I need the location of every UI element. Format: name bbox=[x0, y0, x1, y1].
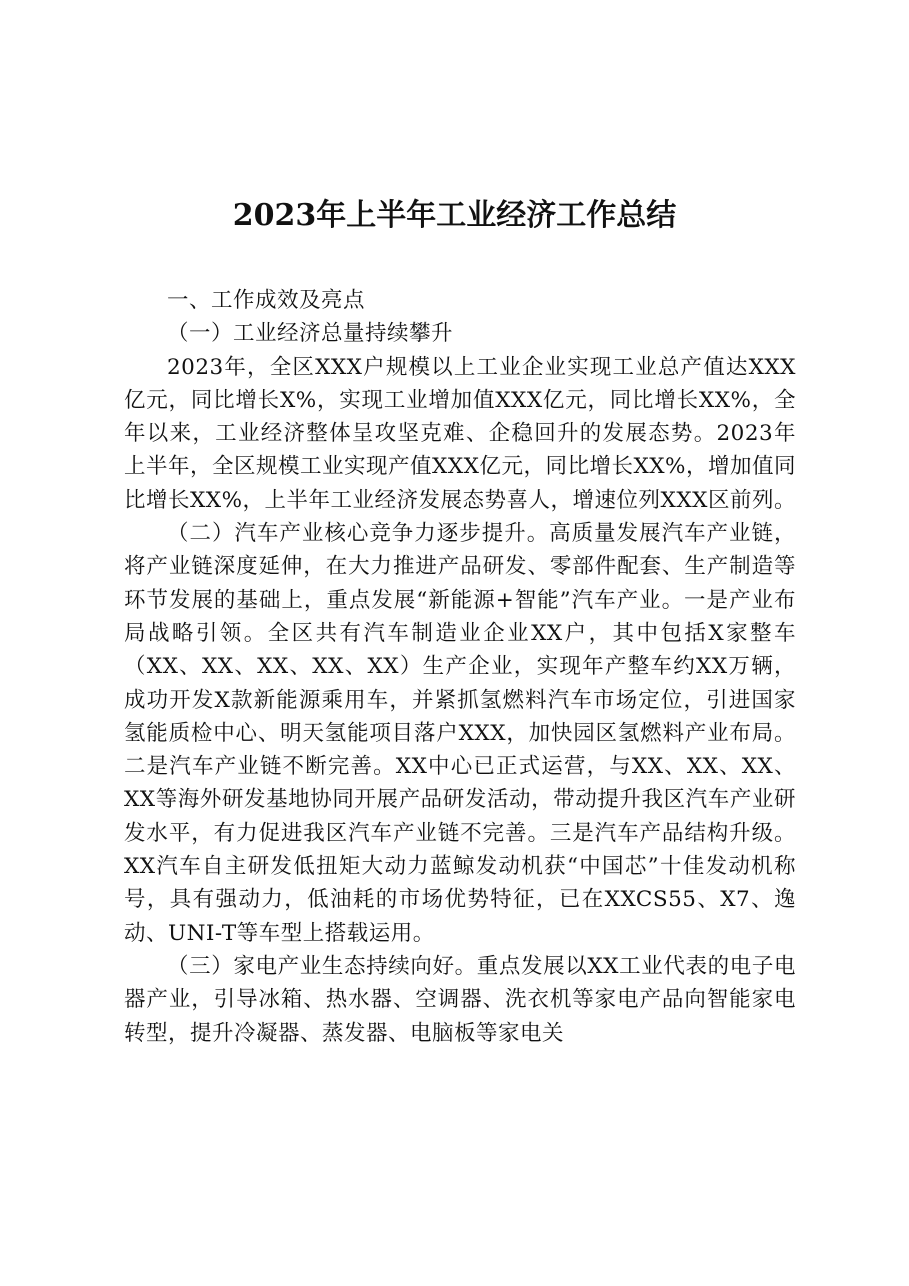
section-heading: 一、工作成效及亮点 bbox=[167, 288, 366, 313]
paragraph-2: （二）汽车产业核心竞争力逐步提升。高质量发展汽车产业链，将产业链深度延伸，在大力推进产品研发、零部件配套、生产制造等环节发展的基础上，重点发展“新能源+智能”汽车产业。一是产业布局战略引领。全区共有汽车制造业企业XX户，其中包括X家整车（XX、XX、XX、XX、XX）生产企业，实现年产整车约XX万辆，成功开发X款新能源乘用车，并紧抓氢燃料汽车市场定位，引进国家氢能质检中心、明天氢能项目落户XXX，加快园区氢燃料产业布局。二是汽车产业链不断完善。XX中心已正式运营，与XX、XX、XX、XX等海外研发基地协同开展产品研发活动，带动提升我区汽车产业研发水平，有力促进我区汽车产业链不完善。三是汽车产品结构升级。XX汽车自主研发低扭矩大动力蓝鲸发动机获“中国芯”十佳发动机称号，具有强动力，低油耗的市场优势特征，已在XXCS55、X7、逸动、UNI-T等车型上搭载运用。 bbox=[124, 521, 796, 946]
paragraph-1: 2023年，全区XXX户规模以上工业企业实现工业总产值达XXX亿元，同比增长X%，实现工业增加值XXX亿元，同比增长XX%，全年以来，工业经济整体呈攻坚克难、企稳回升的发展态势。2023年上半年，全区规模工业实现产值XXX亿元，同比增长XX%，增加值同比增长XX%，上半年工业经济发展态势喜人，增速位列XXX区前列。 bbox=[124, 354, 796, 513]
document-title: 2023年上半年工业经济工作总结 bbox=[232, 198, 677, 233]
paragraph-3: （三）家电产业生态持续向好。重点发展以XX工业代表的电子电器产业，引导冰箱、热水器、空调器、洗衣机等家电产品向智能家电转型，提升冷凝器、蒸发器、电脑板等家电关 bbox=[124, 953, 796, 1046]
subsection-heading: （一）工业经济总量持续攀升 bbox=[167, 321, 454, 347]
document-body bbox=[124, 284, 796, 1050]
